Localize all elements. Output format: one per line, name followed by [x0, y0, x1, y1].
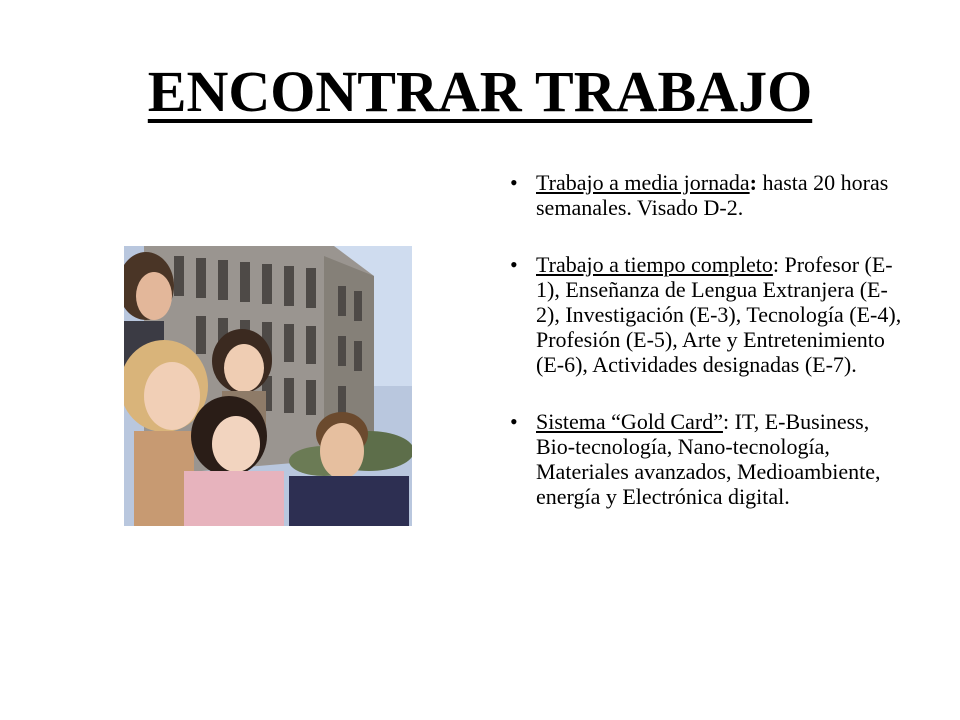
bullet-text: hasta 20 horas semanales. Visado D-2.	[536, 170, 889, 220]
bullet-text: Profesor (E-1), Enseñanza de Lengua Extranjera (E-2), Investigación (E-3), Tecnología (E-4), Profesión (E-5), Arte y Entretenimiento (E-6), Actividades designadas (E-7).	[536, 252, 902, 377]
slide-title	[0, 56, 960, 128]
bullet-separator: :	[772, 252, 779, 277]
bullet-text: IT, E-Business, Bio-tecnología, Nano-tecnología, Materiales avanzados, Medioambiente, energía y Electrónica digital.	[536, 409, 881, 509]
students-photo	[124, 246, 412, 526]
bullet-heading: Trabajo a media jornada	[536, 170, 750, 195]
title-text: ENCONTRAR TRABAJO	[147, 59, 813, 124]
bullet-heading: Trabajo a tiempo completo	[536, 252, 773, 277]
list-item	[510, 252, 910, 377]
list-item	[510, 170, 910, 220]
students-photo-illustration	[124, 246, 412, 526]
list-item	[510, 409, 910, 509]
bullet-list	[510, 170, 910, 541]
bullet-separator: :	[722, 409, 730, 434]
bullet-heading: Sistema “Gold Card”	[536, 409, 723, 434]
bullet-separator: :	[749, 170, 757, 195]
